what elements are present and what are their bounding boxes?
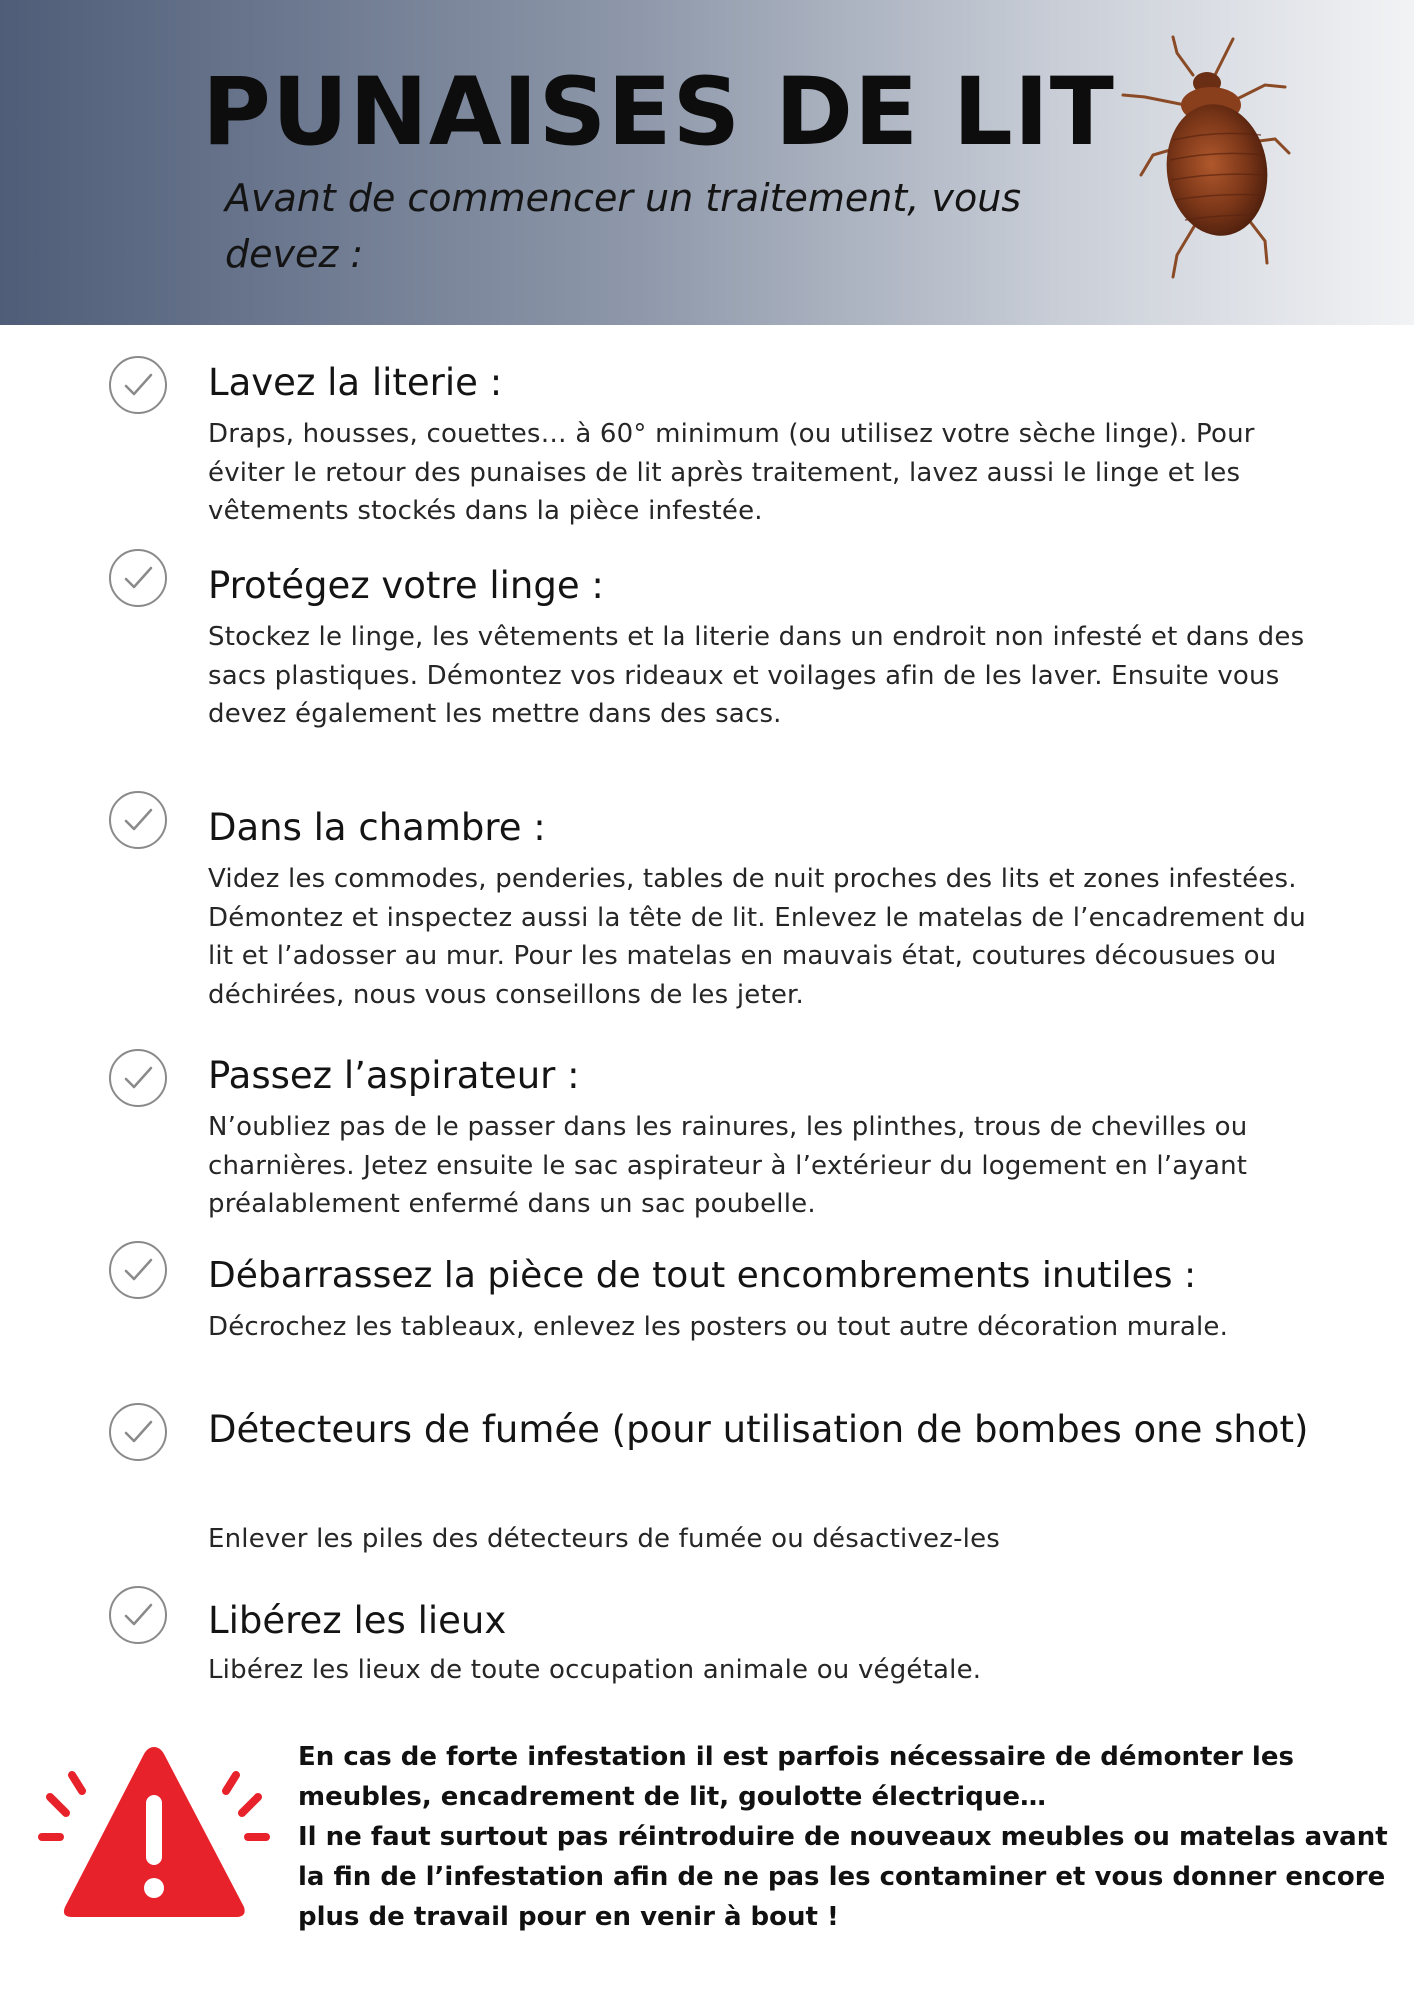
bed-bug-image: [1115, 35, 1295, 280]
item-text: N’oubliez pas de le passer dans les rainures, les plinthes, trous de chevilles ou charnières. Jetez ensuite le sac aspirateur à l’extérieur du logement en l’ayant préalablement enfermé dans un sac poubelle.: [208, 1112, 1248, 1219]
page-title: PUNAISES DE LIT: [202, 58, 1115, 167]
item-title: Détecteurs de fumée (pour utilisation de bombes one shot): [208, 1408, 1309, 1451]
check-icon: [108, 548, 168, 608]
item-title: Passez l’aspirateur :: [208, 1054, 580, 1097]
item-title: Dans la chambre :: [208, 806, 546, 849]
warning-line-1: En cas de forte infestation il est parfois nécessaire de démonter les meubles, encadrement de lit, goulotte électrique…: [298, 1742, 1294, 1812]
warning-line-2: Il ne faut surtout pas réintroduire de nouveaux meubles ou matelas avant la fin de l’infestation afin de ne pas les contaminer et vous donner encore plus de travail pour en venir à bout !: [298, 1822, 1388, 1932]
check-icon: [108, 355, 168, 415]
item-text: Libérez les lieux de toute occupation animale ou végétale.: [208, 1655, 982, 1685]
item-text: Videz les commodes, penderies, tables de nuit proches des lits et zones infestées. Démontez et inspectez aussi la tête de lit. Enlevez le matelas de l’encadrement du lit et l’adosser au mur. Pour les matelas en mauvais état, coutures décousues ou déchirées, nous vous conseillons de les jeter.: [208, 864, 1306, 1010]
check-icon: [108, 1402, 168, 1462]
warning-text: [298, 1737, 1388, 1937]
check-icon: [108, 1048, 168, 1108]
check-icon: [108, 1585, 168, 1645]
check-icon: [108, 1240, 168, 1300]
item-title: Libérez les lieux: [208, 1599, 507, 1642]
item-text: Enlever les piles des détecteurs de fumée ou désactivez-les: [208, 1524, 1001, 1554]
item-title: Débarrassez la pièce de tout encombrements inutiles :: [208, 1255, 1197, 1296]
item-text: Stockez le linge, les vêtements et la literie dans un endroit non infesté et dans des sacs plastiques. Démontez vos rideaux et voilages afin de les laver. Ensuite vous devez également les mettre dans des sacs.: [208, 622, 1305, 729]
header-banner: [0, 0, 1414, 325]
page-subtitle: Avant de commencer un traitement, vous devez :: [225, 176, 1022, 276]
warning-icon: [38, 1735, 270, 1925]
check-icon: [108, 790, 168, 850]
item-title: Protégez votre linge :: [208, 564, 604, 607]
item-text: Décrochez les tableaux, enlevez les posters ou tout autre décoration murale.: [208, 1312, 1229, 1342]
item-text: Draps, housses, couettes… à 60° minimum (ou utilisez votre sèche linge). Pour éviter le retour des punaises de lit après traitement, lavez aussi le linge et les vêtements stockés dans la pièce infestée.: [208, 419, 1255, 526]
item-title: Lavez la literie :: [208, 361, 503, 404]
